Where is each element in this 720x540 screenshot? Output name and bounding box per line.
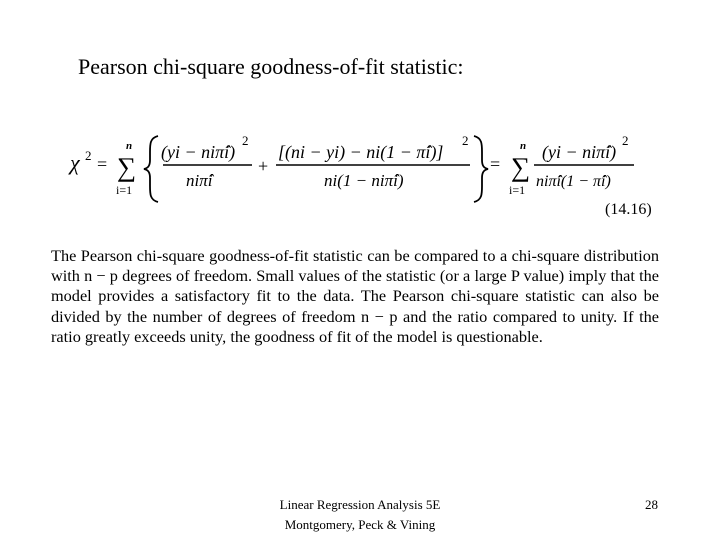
eq-sum-upper-2: n xyxy=(520,140,527,152)
eq-rhs-denominator: niπ̂i(1 − π̂i) xyxy=(536,173,611,190)
eq-equals-1: = xyxy=(97,154,108,174)
eq-equals-2: = xyxy=(490,154,501,174)
explanation-paragraph: The Pearson chi-square goodness-of-fit statistic can be compared to a chi-square distribution with n − p degrees of freedom. Small values of the statistic (or a large P value) imply that the model provides a satisfactory fit to the data. The Pearson chi-square statistic can also be divided by the number of degrees of freedom n − p and the ratio compared to unity. If the ratio greatly exceeds unity, the goodness of fit of the model is questionable. xyxy=(51,246,659,346)
eq-term2-power: 2 xyxy=(462,133,469,148)
eq-chi-power: 2 xyxy=(85,148,92,163)
eq-sum-lower-1: i=1 xyxy=(116,183,133,197)
eq-term1-power: 2 xyxy=(242,133,249,148)
equation-14-16 xyxy=(62,122,682,230)
eq-chi: χ xyxy=(70,150,80,175)
slide-title: Pearson chi-square goodness-of-fit statistic: xyxy=(78,54,464,79)
eq-sum-upper-1: n xyxy=(126,140,133,152)
eq-rhs-numerator: (yi − niπ̂i) xyxy=(542,142,617,162)
eq-sum-1: ∑ xyxy=(117,152,137,182)
footer-authors: Montgomery, Peck & Vining xyxy=(284,517,436,532)
eq-rhs-power: 2 xyxy=(622,133,629,148)
footer-book-title: Linear Regression Analysis 5E xyxy=(279,497,441,512)
eq-term1-numerator: (yi − niπ̂i) xyxy=(161,142,236,162)
eq-right-brace xyxy=(474,136,488,202)
equation-graphic xyxy=(62,122,682,230)
page-number: 28 xyxy=(645,497,658,512)
eq-term1-denominator: niπ̂i xyxy=(186,171,213,190)
eq-term2-numerator: [(ni − yi) − ni(1 − π̂i)] xyxy=(278,142,444,162)
eq-term2-denominator: ni(1 − niπ̂i) xyxy=(324,171,404,190)
eq-number: (14.16) xyxy=(605,201,652,218)
eq-left-brace xyxy=(144,136,158,202)
eq-sum-lower-2: i=1 xyxy=(509,183,526,197)
eq-plus: + xyxy=(258,156,269,176)
footer xyxy=(0,495,720,535)
eq-sum-2: ∑ xyxy=(511,152,531,182)
